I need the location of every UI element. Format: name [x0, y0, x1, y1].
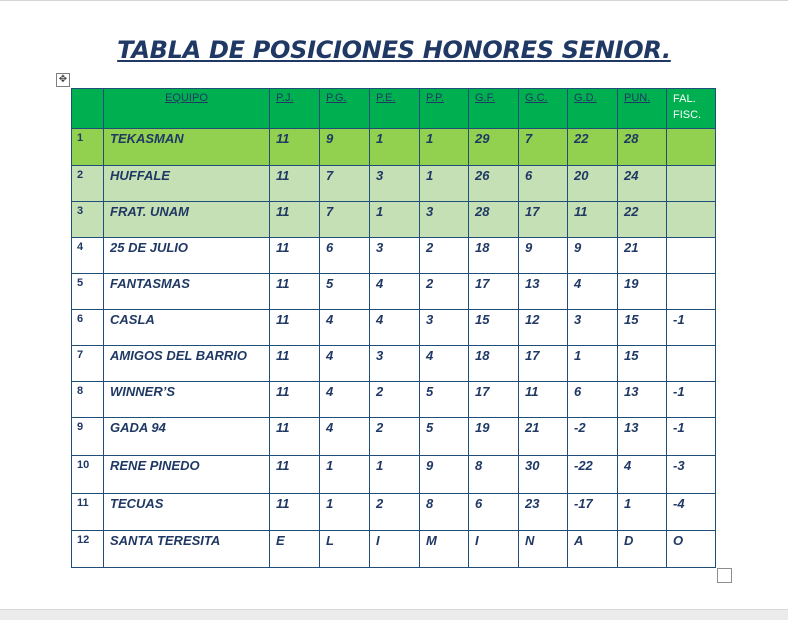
cell-gc: 11 — [519, 382, 568, 418]
cell-pos: 4 — [72, 238, 104, 274]
cell-gc: N — [519, 531, 568, 568]
cell-fal — [667, 166, 716, 202]
cell-pos: 2 — [72, 166, 104, 202]
cell-pun: 28 — [618, 129, 667, 166]
header-pun: PUN. — [618, 89, 667, 129]
cell-gf: 6 — [469, 494, 519, 531]
cell-gd: 6 — [568, 382, 618, 418]
cell-pun: 22 — [618, 202, 667, 238]
cell-pos: 1 — [72, 129, 104, 166]
header-gd: G.D. — [568, 89, 618, 129]
cell-gd: -22 — [568, 456, 618, 494]
header-pos — [72, 89, 104, 129]
header-team: EQUIPO — [104, 89, 270, 129]
cell-gf: I — [469, 531, 519, 568]
cell-pp: 5 — [420, 382, 469, 418]
header-pj: P.J. — [270, 89, 320, 129]
header-pe: P.E. — [370, 89, 420, 129]
header-gf: G.F. — [469, 89, 519, 129]
cell-gc: 7 — [519, 129, 568, 166]
cell-team: 25 DE JULIO — [104, 238, 270, 274]
table-row — [72, 382, 716, 418]
bottom-status-bar — [0, 609, 788, 620]
cell-pg: 1 — [320, 456, 370, 494]
table-row — [72, 166, 716, 202]
cell-pun: 24 — [618, 166, 667, 202]
cell-gd: -2 — [568, 418, 618, 456]
table-row — [72, 418, 716, 456]
cell-pos: 5 — [72, 274, 104, 310]
cell-fal: -1 — [667, 418, 716, 456]
cell-gf: 26 — [469, 166, 519, 202]
cell-gd: 20 — [568, 166, 618, 202]
cell-gf: 18 — [469, 346, 519, 382]
cell-fal — [667, 202, 716, 238]
document-title: TABLA DE POSICIONES HONORES SENIOR. — [117, 36, 671, 64]
cell-team: GADA 94 — [104, 418, 270, 456]
header-pp: P.P. — [420, 89, 469, 129]
cell-pg: 9 — [320, 129, 370, 166]
cell-pe: 3 — [370, 166, 420, 202]
cell-gc: 23 — [519, 494, 568, 531]
cell-pos: 10 — [72, 456, 104, 494]
cell-gc: 13 — [519, 274, 568, 310]
cell-pj: 11 — [270, 418, 320, 456]
cell-fal: -4 — [667, 494, 716, 531]
cell-team: FRAT. UNAM — [104, 202, 270, 238]
cell-gc: 17 — [519, 202, 568, 238]
cell-pun: 15 — [618, 346, 667, 382]
cell-pe: 1 — [370, 129, 420, 166]
cell-pp: 1 — [420, 129, 469, 166]
cell-gf: 8 — [469, 456, 519, 494]
cell-gd: 11 — [568, 202, 618, 238]
cell-pe: 2 — [370, 494, 420, 531]
cell-pg: 6 — [320, 238, 370, 274]
cell-pe: 3 — [370, 238, 420, 274]
cell-pun: 19 — [618, 274, 667, 310]
cell-pe: I — [370, 531, 420, 568]
cell-team: TEKASMAN — [104, 129, 270, 166]
cell-pun: 13 — [618, 382, 667, 418]
table-row — [72, 494, 716, 531]
cell-pp: 5 — [420, 418, 469, 456]
cell-pp: 3 — [420, 310, 469, 346]
cell-pos: 12 — [72, 531, 104, 568]
cell-gc: 17 — [519, 346, 568, 382]
cell-pg: 7 — [320, 166, 370, 202]
cell-pj: 11 — [270, 166, 320, 202]
cell-pp: 9 — [420, 456, 469, 494]
cell-pe: 2 — [370, 382, 420, 418]
cell-pe: 4 — [370, 310, 420, 346]
table-row — [72, 310, 716, 346]
cell-pos: 9 — [72, 418, 104, 456]
cell-team: FANTASMAS — [104, 274, 270, 310]
cell-pun: 4 — [618, 456, 667, 494]
cell-gc: 9 — [519, 238, 568, 274]
cell-pg: 4 — [320, 418, 370, 456]
cell-gd: A — [568, 531, 618, 568]
cell-pj: 11 — [270, 202, 320, 238]
cell-pj: E — [270, 531, 320, 568]
cell-pos: 8 — [72, 382, 104, 418]
cell-gd: -17 — [568, 494, 618, 531]
header-pg: P.G. — [320, 89, 370, 129]
cell-pp: 3 — [420, 202, 469, 238]
cell-pun: 1 — [618, 494, 667, 531]
cell-gd: 1 — [568, 346, 618, 382]
cell-pj: 11 — [270, 382, 320, 418]
cell-pp: 8 — [420, 494, 469, 531]
cell-pj: 11 — [270, 456, 320, 494]
cell-pp: M — [420, 531, 469, 568]
cell-gf: 29 — [469, 129, 519, 166]
standings-table — [71, 88, 716, 568]
move-arrows-icon[interactable]: ✥ — [56, 73, 70, 87]
cell-pe: 2 — [370, 418, 420, 456]
cell-fal: O — [667, 531, 716, 568]
cell-pp: 4 — [420, 346, 469, 382]
cell-pe: 3 — [370, 346, 420, 382]
cell-gc: 21 — [519, 418, 568, 456]
table-row — [72, 129, 716, 166]
cell-team: CASLA — [104, 310, 270, 346]
cell-gd: 22 — [568, 129, 618, 166]
cell-gf: 18 — [469, 238, 519, 274]
cell-pun: 13 — [618, 418, 667, 456]
cell-pun: 15 — [618, 310, 667, 346]
cell-pp: 1 — [420, 166, 469, 202]
cell-fal: -1 — [667, 382, 716, 418]
cell-fal: -3 — [667, 456, 716, 494]
cell-pun: D — [618, 531, 667, 568]
cell-pos: 3 — [72, 202, 104, 238]
table-row — [72, 238, 716, 274]
cell-gc: 30 — [519, 456, 568, 494]
cell-team: AMIGOS DEL BARRIO — [104, 346, 270, 382]
cell-fal — [667, 238, 716, 274]
cell-gc: 6 — [519, 166, 568, 202]
cell-pg: 5 — [320, 274, 370, 310]
table-resize-icon[interactable] — [717, 568, 732, 583]
cell-team: WINNER’S — [104, 382, 270, 418]
cell-fal — [667, 129, 716, 166]
cell-pg: L — [320, 531, 370, 568]
cell-pun: 21 — [618, 238, 667, 274]
cell-pg: 4 — [320, 382, 370, 418]
cell-pe: 1 — [370, 456, 420, 494]
cell-gf: 19 — [469, 418, 519, 456]
cell-fal — [667, 346, 716, 382]
cell-team: RENE PINEDO — [104, 456, 270, 494]
cell-pos: 6 — [72, 310, 104, 346]
cell-team: TECUAS — [104, 494, 270, 531]
table-row — [72, 274, 716, 310]
cell-gd: 9 — [568, 238, 618, 274]
table-row — [72, 202, 716, 238]
table-row — [72, 346, 716, 382]
header-fal: FAL. FISC. — [667, 89, 716, 129]
cell-fal: -1 — [667, 310, 716, 346]
cell-fal — [667, 274, 716, 310]
cell-pj: 11 — [270, 238, 320, 274]
cell-gf: 28 — [469, 202, 519, 238]
cell-pg: 7 — [320, 202, 370, 238]
cell-gd: 3 — [568, 310, 618, 346]
cell-pp: 2 — [420, 238, 469, 274]
cell-pj: 11 — [270, 494, 320, 531]
cell-pe: 1 — [370, 202, 420, 238]
cell-pos: 11 — [72, 494, 104, 531]
cell-gc: 12 — [519, 310, 568, 346]
cell-pg: 4 — [320, 346, 370, 382]
header-gc: G.C. — [519, 89, 568, 129]
cell-pj: 11 — [270, 346, 320, 382]
cell-pg: 4 — [320, 310, 370, 346]
cell-pos: 7 — [72, 346, 104, 382]
cell-pg: 1 — [320, 494, 370, 531]
cell-pj: 11 — [270, 274, 320, 310]
cell-team: SANTA TERESITA — [104, 531, 270, 568]
top-rule — [0, 0, 788, 1]
cell-team: HUFFALE — [104, 166, 270, 202]
cell-gd: 4 — [568, 274, 618, 310]
cell-gf: 17 — [469, 274, 519, 310]
cell-gf: 15 — [469, 310, 519, 346]
table-row — [72, 531, 716, 568]
cell-pp: 2 — [420, 274, 469, 310]
cell-pe: 4 — [370, 274, 420, 310]
table-header-row — [72, 89, 716, 129]
cell-pj: 11 — [270, 310, 320, 346]
table-row — [72, 456, 716, 494]
cell-gf: 17 — [469, 382, 519, 418]
cell-pj: 11 — [270, 129, 320, 166]
